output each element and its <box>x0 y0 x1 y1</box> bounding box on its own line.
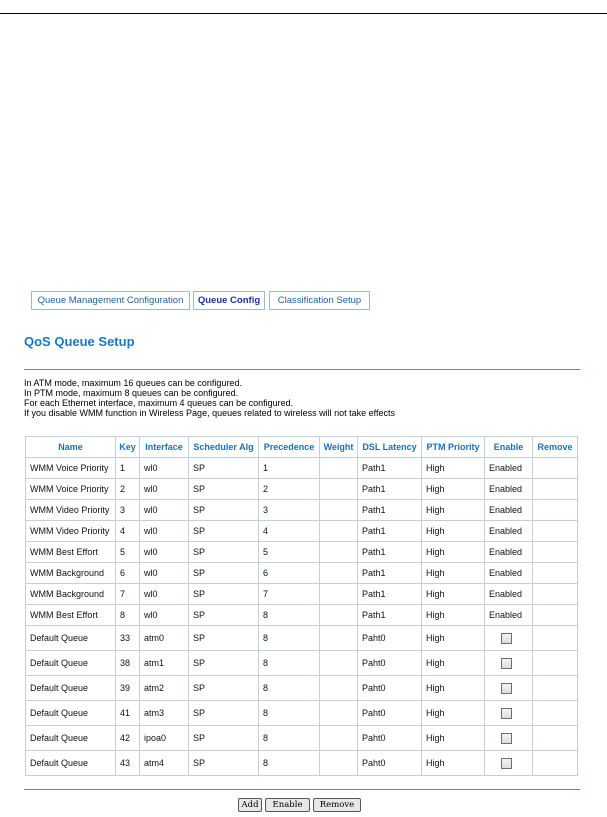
cell-key: 39 <box>116 676 140 701</box>
cell-dsl-latency: Paht0 <box>358 751 422 776</box>
table-row <box>26 751 578 776</box>
cell-scheduler: SP <box>189 542 259 563</box>
cell-weight <box>320 542 358 563</box>
cell-precedence: 8 <box>259 626 320 651</box>
cell-enable: Enabled <box>485 542 533 563</box>
cell-ptm-priority: High <box>422 701 485 726</box>
cell-precedence: 3 <box>259 500 320 521</box>
queue-table-body <box>26 458 578 776</box>
cell-key: 7 <box>116 584 140 605</box>
cell-precedence: 1 <box>259 458 320 479</box>
table-row <box>26 701 578 726</box>
cell-weight <box>320 651 358 676</box>
cell-precedence: 7 <box>259 584 320 605</box>
cell-interface: wl0 <box>140 563 189 584</box>
cell-enable: Enabled <box>485 605 533 626</box>
cell-ptm-priority: High <box>422 521 485 542</box>
cell-interface: wl0 <box>140 521 189 542</box>
cell-weight <box>320 676 358 701</box>
cell-enable: Enabled <box>485 521 533 542</box>
cell-weight <box>320 584 358 605</box>
cell-ptm-priority: High <box>422 726 485 751</box>
enable-checkbox[interactable] <box>501 658 512 669</box>
cell-enable <box>485 676 533 701</box>
table-row <box>26 563 578 584</box>
cell-enable <box>485 626 533 651</box>
remove-button[interactable]: Remove <box>313 798 361 812</box>
cell-dsl-latency: Path1 <box>358 479 422 500</box>
cell-scheduler: SP <box>189 676 259 701</box>
enable-checkbox[interactable] <box>501 758 512 769</box>
page-title: QoS Queue Setup <box>24 334 135 349</box>
cell-precedence: 8 <box>259 676 320 701</box>
cell-precedence: 2 <box>259 479 320 500</box>
cell-name: Default Queue <box>26 676 116 701</box>
cell-name: Default Queue <box>26 626 116 651</box>
cell-remove <box>533 676 578 701</box>
cell-scheduler: SP <box>189 651 259 676</box>
info-line-atm: In ATM mode, maximum 16 queues can be configured. <box>24 378 242 388</box>
cell-dsl-latency: Paht0 <box>358 626 422 651</box>
cell-dsl-latency: Path1 <box>358 458 422 479</box>
cell-precedence: 4 <box>259 521 320 542</box>
cell-key: 2 <box>116 479 140 500</box>
cell-scheduler: SP <box>189 751 259 776</box>
cell-interface: atm2 <box>140 676 189 701</box>
cell-key: 43 <box>116 751 140 776</box>
cell-interface: atm0 <box>140 626 189 651</box>
cell-weight <box>320 701 358 726</box>
queue-table <box>25 436 578 776</box>
cell-interface: wl0 <box>140 584 189 605</box>
enable-checkbox[interactable] <box>501 633 512 644</box>
cell-name: WMM Voice Priority <box>26 458 116 479</box>
tab-classification-setup[interactable]: Classification Setup <box>269 291 370 310</box>
col-header-ptm-priority: PTM Priority <box>422 437 485 458</box>
cell-remove <box>533 605 578 626</box>
cell-scheduler: SP <box>189 521 259 542</box>
cell-scheduler: SP <box>189 626 259 651</box>
cell-remove <box>533 500 578 521</box>
table-row <box>26 584 578 605</box>
cell-key: 6 <box>116 563 140 584</box>
cell-dsl-latency: Paht0 <box>358 676 422 701</box>
col-header-interface: Interface <box>140 437 189 458</box>
cell-remove <box>533 458 578 479</box>
cell-interface: wl0 <box>140 479 189 500</box>
table-row <box>26 626 578 651</box>
cell-enable: Enabled <box>485 479 533 500</box>
cell-interface: atm1 <box>140 651 189 676</box>
cell-interface: wl0 <box>140 605 189 626</box>
cell-ptm-priority: High <box>422 651 485 676</box>
table-row <box>26 500 578 521</box>
enable-checkbox[interactable] <box>501 733 512 744</box>
cell-precedence: 8 <box>259 605 320 626</box>
cell-ptm-priority: High <box>422 542 485 563</box>
cell-dsl-latency: Path1 <box>358 605 422 626</box>
cell-weight <box>320 626 358 651</box>
cell-weight <box>320 521 358 542</box>
table-header-row <box>26 437 578 458</box>
info-line-wmm: If you disable WMM function in Wireless Page, queues related to wireless will not take effects <box>24 408 396 418</box>
cell-ptm-priority: High <box>422 458 485 479</box>
tab-queue-management-configuration[interactable]: Queue Management Configuration <box>31 291 190 310</box>
cell-interface: wl0 <box>140 458 189 479</box>
col-header-remove: Remove <box>533 437 578 458</box>
enable-checkbox[interactable] <box>501 683 512 694</box>
cell-precedence: 5 <box>259 542 320 563</box>
cell-name: WMM Best Effort <box>26 605 116 626</box>
cell-name: WMM Video Priority <box>26 500 116 521</box>
cell-ptm-priority: High <box>422 563 485 584</box>
cell-ptm-priority: High <box>422 479 485 500</box>
cell-dsl-latency: Path1 <box>358 584 422 605</box>
cell-enable <box>485 651 533 676</box>
table-row <box>26 605 578 626</box>
cell-key: 33 <box>116 626 140 651</box>
enable-button[interactable]: Enable <box>265 798 310 812</box>
cell-precedence: 8 <box>259 751 320 776</box>
cell-ptm-priority: High <box>422 605 485 626</box>
cell-scheduler: SP <box>189 726 259 751</box>
cell-remove <box>533 584 578 605</box>
cell-scheduler: SP <box>189 605 259 626</box>
table-row <box>26 542 578 563</box>
add-button[interactable]: Add <box>238 798 262 812</box>
table-row <box>26 458 578 479</box>
col-header-weight: Weight <box>320 437 358 458</box>
col-header-enable: Enable <box>485 437 533 458</box>
cell-remove <box>533 521 578 542</box>
cell-precedence: 8 <box>259 701 320 726</box>
cell-remove <box>533 651 578 676</box>
cell-dsl-latency: Path1 <box>358 500 422 521</box>
cell-key: 8 <box>116 605 140 626</box>
cell-remove <box>533 726 578 751</box>
cell-remove <box>533 563 578 584</box>
cell-name: WMM Best Effort <box>26 542 116 563</box>
cell-name: Default Queue <box>26 701 116 726</box>
cell-ptm-priority: High <box>422 626 485 651</box>
cell-remove <box>533 751 578 776</box>
cell-remove <box>533 542 578 563</box>
cell-name: Default Queue <box>26 651 116 676</box>
cell-key: 41 <box>116 701 140 726</box>
cell-enable: Enabled <box>485 458 533 479</box>
col-header-precedence: Precedence <box>259 437 320 458</box>
cell-enable <box>485 726 533 751</box>
cell-dsl-latency: Path1 <box>358 563 422 584</box>
table-row <box>26 676 578 701</box>
title-divider <box>24 369 580 370</box>
col-header-dsl-latency: DSL Latency <box>358 437 422 458</box>
cell-scheduler: SP <box>189 500 259 521</box>
button-bar <box>0 798 607 814</box>
info-line-ptm: In PTM mode, maximum 8 queues can be configured. <box>24 388 239 398</box>
cell-key: 3 <box>116 500 140 521</box>
cell-scheduler: SP <box>189 584 259 605</box>
cell-remove <box>533 479 578 500</box>
cell-name: WMM Voice Priority <box>26 479 116 500</box>
cell-key: 38 <box>116 651 140 676</box>
cell-dsl-latency: Path1 <box>358 542 422 563</box>
cell-interface: atm3 <box>140 701 189 726</box>
col-header-name: Name <box>26 437 116 458</box>
cell-enable <box>485 751 533 776</box>
table-row <box>26 479 578 500</box>
cell-key: 4 <box>116 521 140 542</box>
table-row <box>26 521 578 542</box>
cell-dsl-latency: Paht0 <box>358 651 422 676</box>
cell-scheduler: SP <box>189 563 259 584</box>
cell-weight <box>320 726 358 751</box>
cell-name: WMM Background <box>26 584 116 605</box>
cell-scheduler: SP <box>189 479 259 500</box>
cell-key: 1 <box>116 458 140 479</box>
cell-weight <box>320 500 358 521</box>
cell-enable <box>485 701 533 726</box>
col-header-key: Key <box>116 437 140 458</box>
cell-name: Default Queue <box>26 751 116 776</box>
cell-remove <box>533 701 578 726</box>
cell-weight <box>320 751 358 776</box>
cell-scheduler: SP <box>189 701 259 726</box>
cell-scheduler: SP <box>189 458 259 479</box>
cell-key: 42 <box>116 726 140 751</box>
cell-enable: Enabled <box>485 584 533 605</box>
enable-checkbox[interactable] <box>501 708 512 719</box>
bottom-divider <box>24 789 580 790</box>
col-header-scheduler: Scheduler Alg <box>189 437 259 458</box>
cell-interface: atm4 <box>140 751 189 776</box>
cell-ptm-priority: High <box>422 751 485 776</box>
cell-weight <box>320 479 358 500</box>
cell-name: Default Queue <box>26 726 116 751</box>
cell-ptm-priority: High <box>422 584 485 605</box>
cell-precedence: 8 <box>259 651 320 676</box>
cell-name: WMM Video Priority <box>26 521 116 542</box>
cell-dsl-latency: Paht0 <box>358 701 422 726</box>
cell-precedence: 6 <box>259 563 320 584</box>
cell-interface: wl0 <box>140 542 189 563</box>
cell-name: WMM Background <box>26 563 116 584</box>
cell-weight <box>320 563 358 584</box>
cell-enable: Enabled <box>485 563 533 584</box>
cell-ptm-priority: High <box>422 500 485 521</box>
info-text <box>24 378 395 418</box>
cell-precedence: 8 <box>259 726 320 751</box>
table-row <box>26 726 578 751</box>
cell-weight <box>320 605 358 626</box>
cell-key: 5 <box>116 542 140 563</box>
info-line-ethernet: For each Ethernet interface, maximum 4 queues can be configured. <box>24 398 294 408</box>
cell-interface: wl0 <box>140 500 189 521</box>
top-divider <box>0 13 607 14</box>
cell-weight <box>320 458 358 479</box>
cell-enable: Enabled <box>485 500 533 521</box>
cell-interface: ipoa0 <box>140 726 189 751</box>
cell-remove <box>533 626 578 651</box>
cell-ptm-priority: High <box>422 676 485 701</box>
cell-dsl-latency: Path1 <box>358 521 422 542</box>
cell-dsl-latency: Paht0 <box>358 726 422 751</box>
table-row <box>26 651 578 676</box>
tab-queue-config[interactable]: Queue Config <box>193 291 265 310</box>
